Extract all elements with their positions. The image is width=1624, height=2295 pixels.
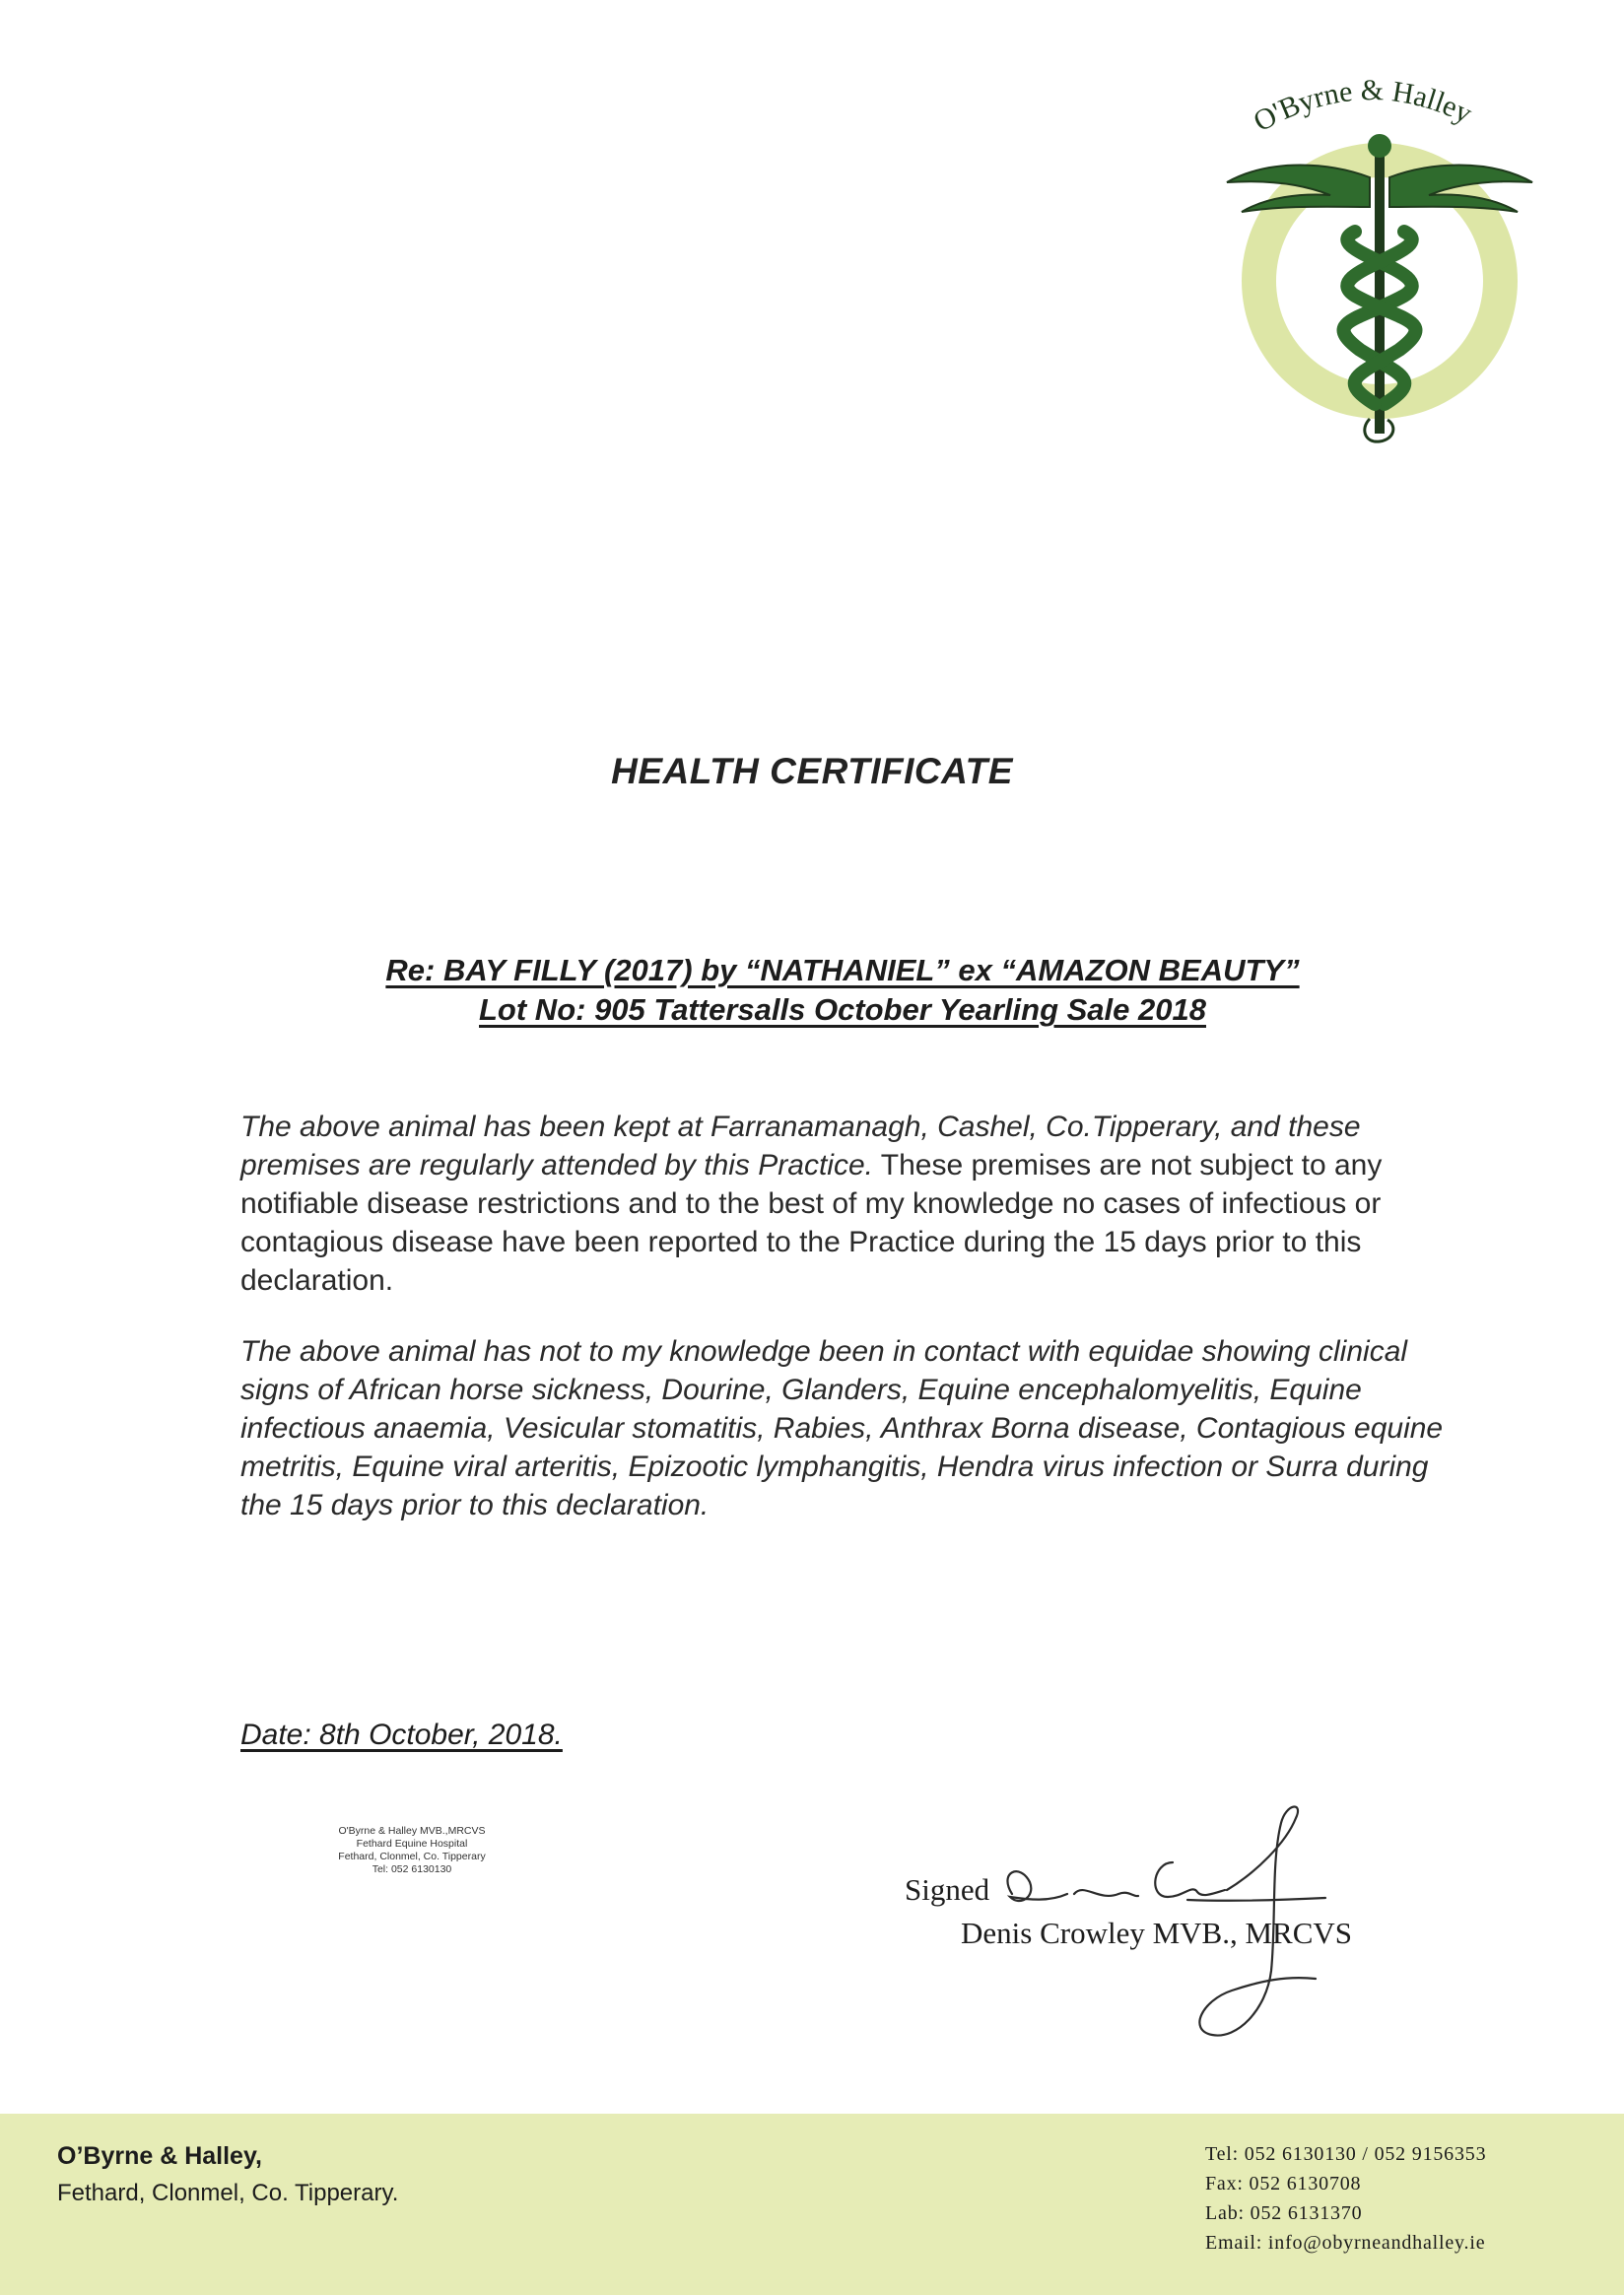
caduceus-logo-icon [1212,69,1547,453]
certificate-date: Date: 8th October, 2018. [240,1719,563,1751]
reference-block [0,951,1624,1030]
paragraph-premises-plain: These premises are not subject to any notifiable disease restrictions and to the best of my knowledge no cases of infectious or contagious disease have been reported to the Practice during the 15 days prior to this declaration. [240,1149,1383,1297]
footer-lab: Lab: 052 6131370 [1205,2202,1363,2224]
footer-firm-name: O’Byrne & Halley, [57,2142,262,2170]
letterhead-footer [0,2114,1624,2295]
practice-logo [1212,69,1547,453]
signed-label: Signed [905,1872,990,1907]
logo-wordmark: O'Byrne & Halley [1248,74,1477,139]
stamp-line: Fethard Equine Hospital [356,1838,468,1850]
footer-address: Fethard, Clonmel, Co. Tipperary. [57,2180,399,2206]
reference-line-1: Re: BAY FILLY (2017) by “NATHANIEL” ex “AMAZON BEAUTY” [385,953,1300,987]
paragraph-contact: The above animal has not to my knowledge been in contact with equidae showing clinical signs of African horse sickness, Dourine, Glanders, Equine encephalomyelitis, Equine infectious anaemia, Vesicular stomatitis, Rabies, Anthrax Borna disease, Contagious equine metritis, Equine viral arteritis, Epizootic lymphangitis, Hendra virus infection or Surra during the 15 days prior to this declaration. [240,1335,1444,1521]
signatory-name: Denis Crowley MVB., MRCVS [961,1916,1353,1950]
stamp-line: O'Byrne & Halley MVB.,MRCVS [338,1825,486,1837]
footer-tel: Tel: 052 6130130 / 052 9156353 [1205,2143,1487,2165]
practice-stamp [313,1825,510,1876]
footer-contacts [1205,2139,1486,2258]
paragraph-premises [240,1108,1462,1300]
reference-line-2: Lot No: 905 Tattersalls October Yearling Sale 2018 [479,992,1206,1027]
stamp-line: Tel: 052 6130130 [372,1863,452,1875]
footer-email: Email: info@obyrneandhalley.ie [1205,2232,1486,2254]
stamp-line: Fethard, Clonmel, Co. Tipperary [338,1851,486,1862]
paragraph-premises-italic: The above animal has been kept at Farranamanagh, Cashel, Co.Tipperary, and these premises are regularly attended by this Practice. [240,1111,1361,1181]
footer-fax: Fax: 052 6130708 [1205,2173,1362,2194]
document-title: HEALTH CERTIFICATE [611,751,1013,791]
